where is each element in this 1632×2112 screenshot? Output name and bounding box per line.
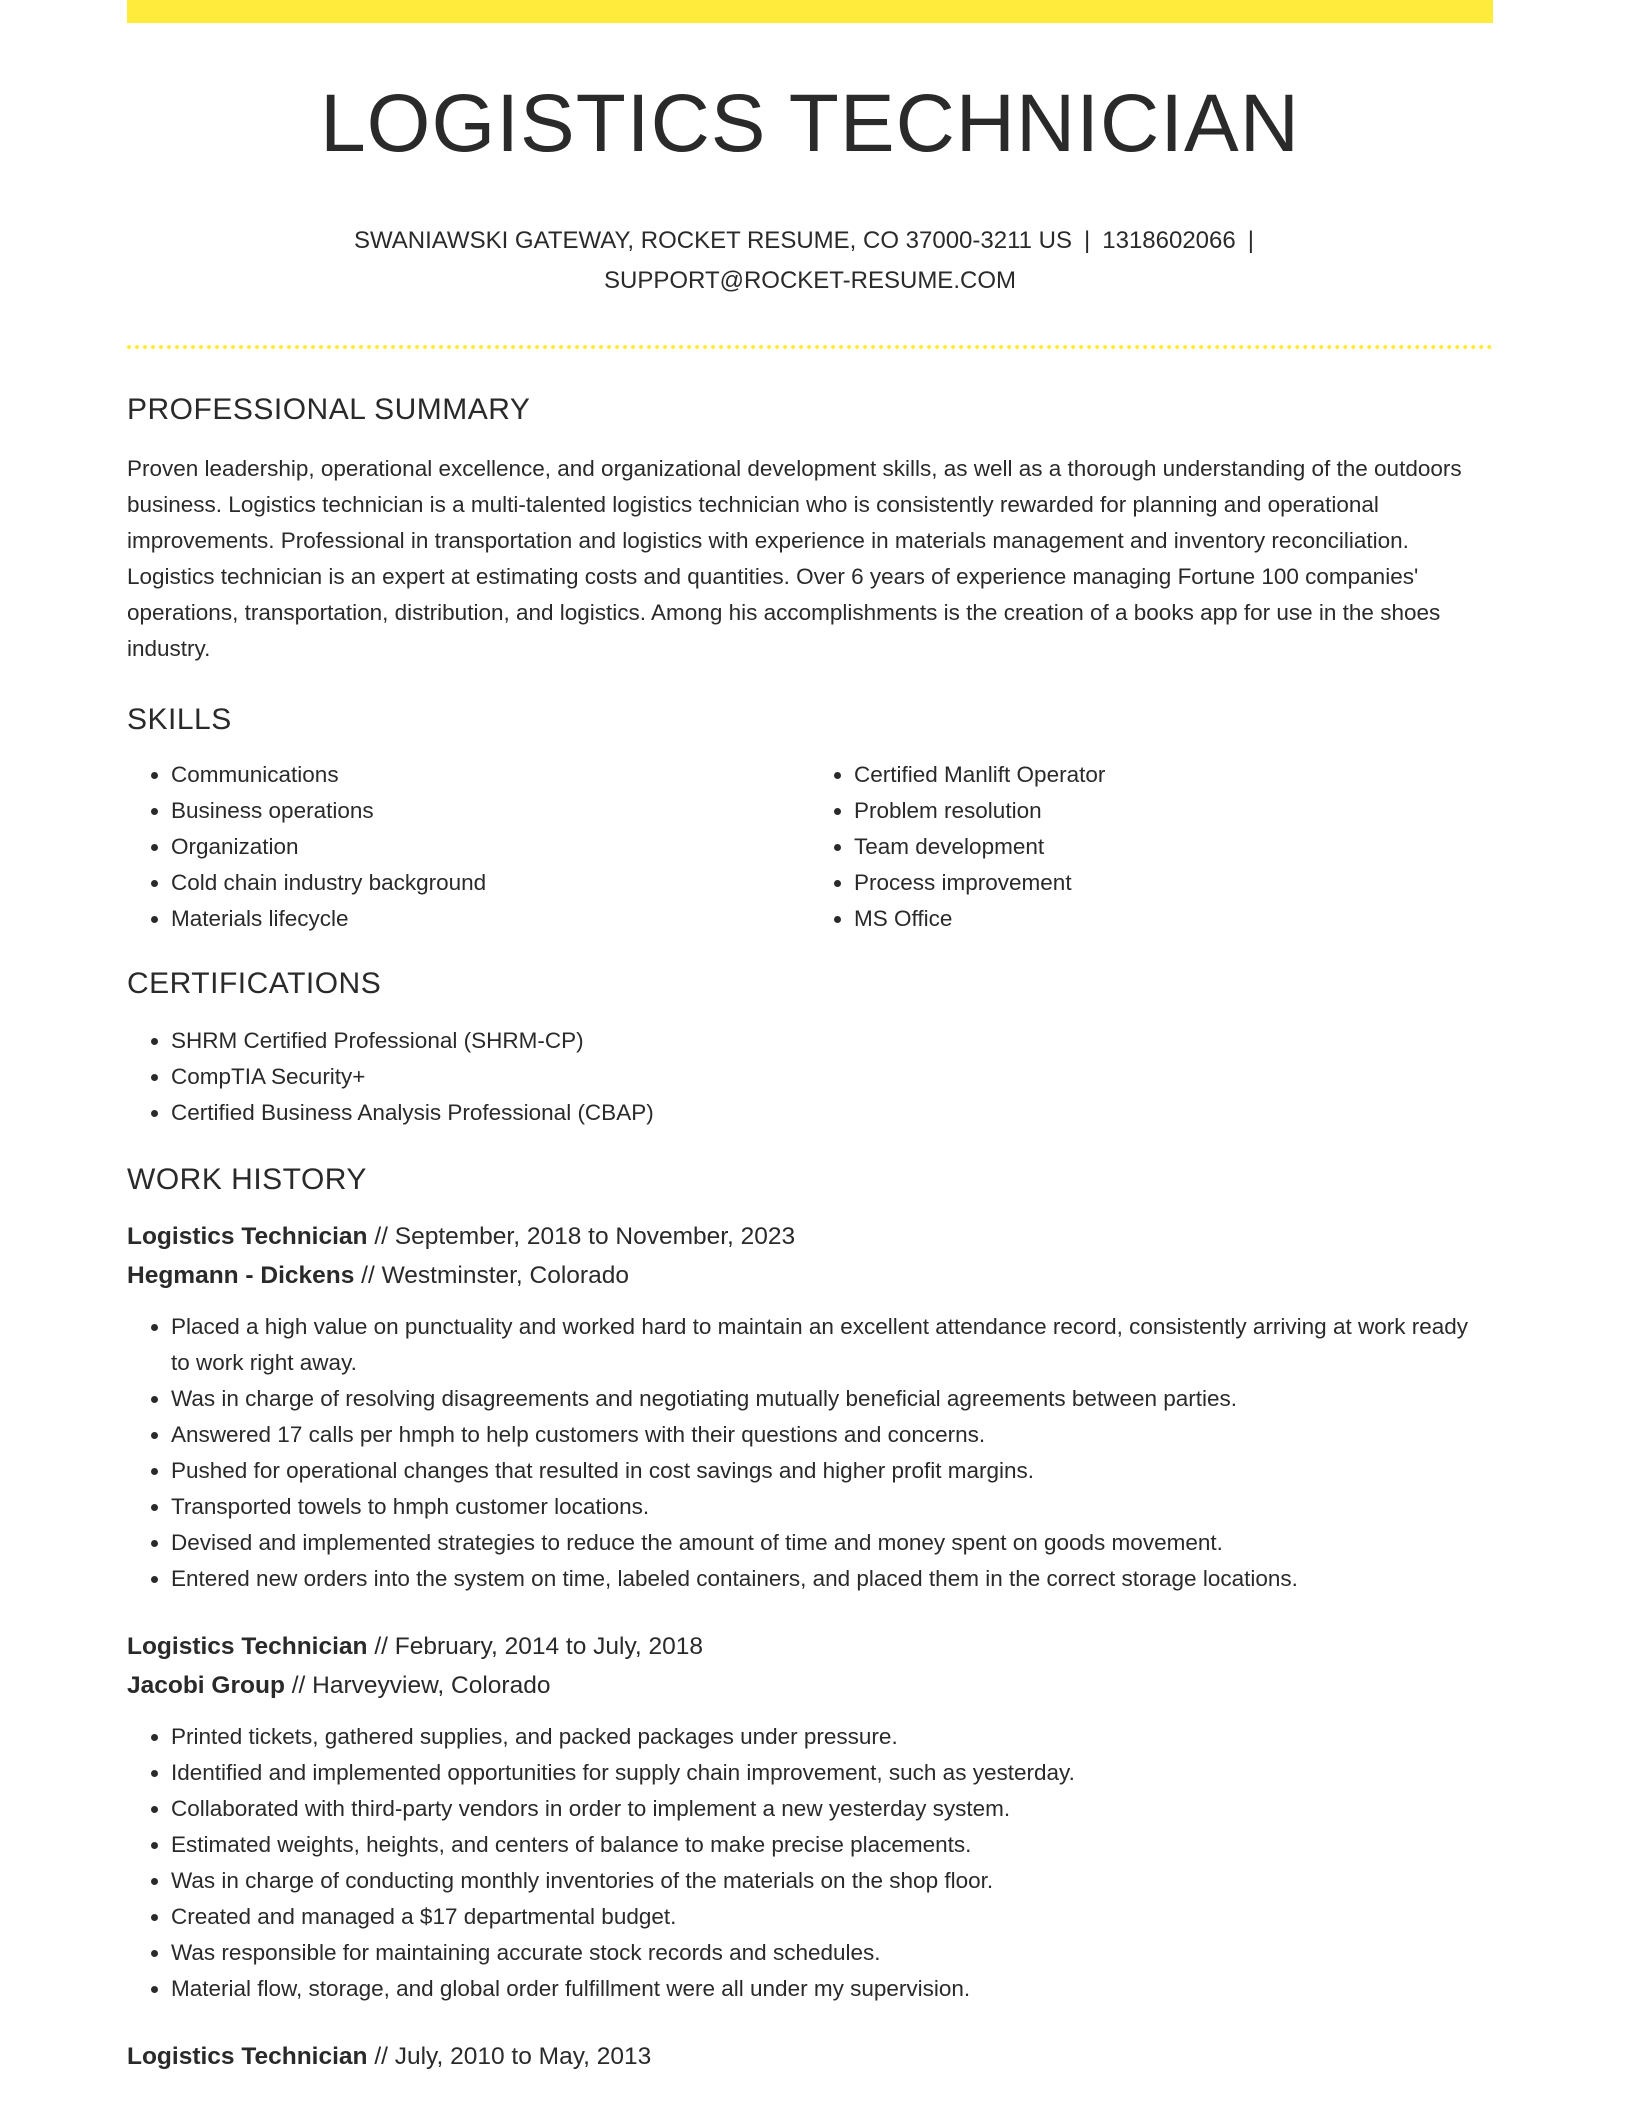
list-item: • MS Office xyxy=(854,901,1493,937)
job-header xyxy=(127,2037,1493,2076)
job-role: Logistics Technician xyxy=(127,2043,368,2070)
skills-column-right xyxy=(810,757,1493,937)
list-item: • Pushed for operational changes that resulted in cost savings and higher profit margins. xyxy=(171,1453,1493,1489)
job-header xyxy=(127,1217,1493,1295)
list-item: • Printed tickets, gathered supplies, and packed packages under pressure. xyxy=(171,1719,1493,1755)
job-title-line xyxy=(127,2037,1493,2076)
section-title-summary: PROFESSIONAL SUMMARY xyxy=(127,393,531,426)
list-item: • Was in charge of conducting monthly inventories of the materials on the shop floor. xyxy=(171,1863,1493,1899)
list-item: • SHRM Certified Professional (SHRM-CP) xyxy=(171,1023,1493,1059)
dotted-divider xyxy=(127,341,1493,349)
list-item: • Business operations xyxy=(171,793,810,829)
list-item: • Communications xyxy=(171,757,810,793)
list-item: • Process improvement xyxy=(854,865,1493,901)
list-item: • Problem resolution xyxy=(854,793,1493,829)
list-item: • Material flow, storage, and global order fulfillment were all under my supervision. xyxy=(171,1971,1493,2007)
job-location: // Harveyview, Colorado xyxy=(284,1672,551,1699)
list-item: • Team development xyxy=(854,829,1493,865)
resume-title: LOGISTICS TECHNICIAN xyxy=(320,78,1300,169)
job-role: Logistics Technician xyxy=(127,1633,368,1660)
list-item: • Organization xyxy=(171,829,810,865)
job-company: Hegmann - Dickens xyxy=(127,1262,355,1289)
skills-list xyxy=(127,757,1493,937)
section-title-certifications: CERTIFICATIONS xyxy=(127,967,382,1000)
job-company-line xyxy=(127,1666,1493,1705)
job-bullets xyxy=(127,1309,1493,1597)
separator: | xyxy=(1084,227,1091,254)
job-title-line xyxy=(127,1217,1493,1256)
job-dates: // February, 2014 to July, 2018 xyxy=(367,1633,703,1660)
job-dates: // September, 2018 to November, 2023 xyxy=(367,1223,796,1250)
job-bullets xyxy=(127,1719,1493,2007)
job-company: Jacobi Group xyxy=(127,1672,285,1699)
job-dates: // July, 2010 to May, 2013 xyxy=(367,2043,652,2070)
list-item: • Placed a high value on punctuality and worked hard to maintain an excellent attendance record, consistently arriving at work ready to work right away. xyxy=(171,1309,1493,1381)
accent-bar xyxy=(127,0,1493,23)
certifications-list xyxy=(127,1023,1493,1131)
list-item: • Certified Manlift Operator xyxy=(854,757,1493,793)
email: SUPPORT@ROCKET-RESUME.COM xyxy=(604,267,1016,294)
job-role: Logistics Technician xyxy=(127,1223,368,1250)
list-item: • Collaborated with third-party vendors in order to implement a new yesterday system. xyxy=(171,1791,1493,1827)
job-company-line xyxy=(127,1256,1493,1295)
job-location: // Westminster, Colorado xyxy=(354,1262,629,1289)
separator: | xyxy=(1247,227,1254,254)
list-item: • Devised and implemented strategies to reduce the amount of time and money spent on goods movement. xyxy=(171,1525,1493,1561)
phone: 1318602066 xyxy=(1102,227,1236,254)
list-item: • Estimated weights, heights, and centers of balance to make precise placements. xyxy=(171,1827,1493,1863)
job-header xyxy=(127,1627,1493,1705)
list-item: • Answered 17 calls per hmph to help customers with their questions and concerns. xyxy=(171,1417,1493,1453)
list-item: • Identified and implemented opportunities for supply chain improvement, such as yesterday. xyxy=(171,1755,1493,1791)
resume-page xyxy=(127,0,1493,2076)
list-item: • CompTIA Security+ xyxy=(171,1059,1493,1095)
list-item: • Certified Business Analysis Professional (CBAP) xyxy=(171,1095,1493,1131)
job-title-line xyxy=(127,1627,1493,1666)
list-item: • Cold chain industry background xyxy=(171,865,810,901)
list-item: • Created and managed a $17 departmental budget. xyxy=(171,1899,1493,1935)
contact-info xyxy=(127,221,1493,301)
list-item: • Was responsible for maintaining accurate stock records and schedules. xyxy=(171,1935,1493,1971)
section-title-work-history: WORK HISTORY xyxy=(127,1163,367,1196)
address: SWANIAWSKI GATEWAY, ROCKET RESUME, CO 37000-3211 US xyxy=(354,227,1073,254)
summary-text: Proven leadership, operational excellence, and organizational development skills, as well as a thorough understanding of the outdoors business. Logistics technician is a multi-talented logistics technician who is consistently rewarded for planning and operational improvements. Professional in transportation and logistics with experience in materials management and inventory reconciliation. Logistics technician is an expert at estimating costs and quantities. Over 6 years of experience managing Fortune 100 companies' operations, transportation, distribution, and logistics. Among his accomplishments is the creation of a books app for use in the shoes industry. xyxy=(127,456,1462,661)
skills-column-left xyxy=(127,757,810,937)
list-item: • Entered new orders into the system on time, labeled containers, and placed them in the correct storage locations. xyxy=(171,1561,1493,1597)
section-title-skills: SKILLS xyxy=(127,703,232,736)
list-item: • Was in charge of resolving disagreements and negotiating mutually beneficial agreements between parties. xyxy=(171,1381,1493,1417)
list-item: • Materials lifecycle xyxy=(171,901,810,937)
list-item: • Transported towels to hmph customer locations. xyxy=(171,1489,1493,1525)
